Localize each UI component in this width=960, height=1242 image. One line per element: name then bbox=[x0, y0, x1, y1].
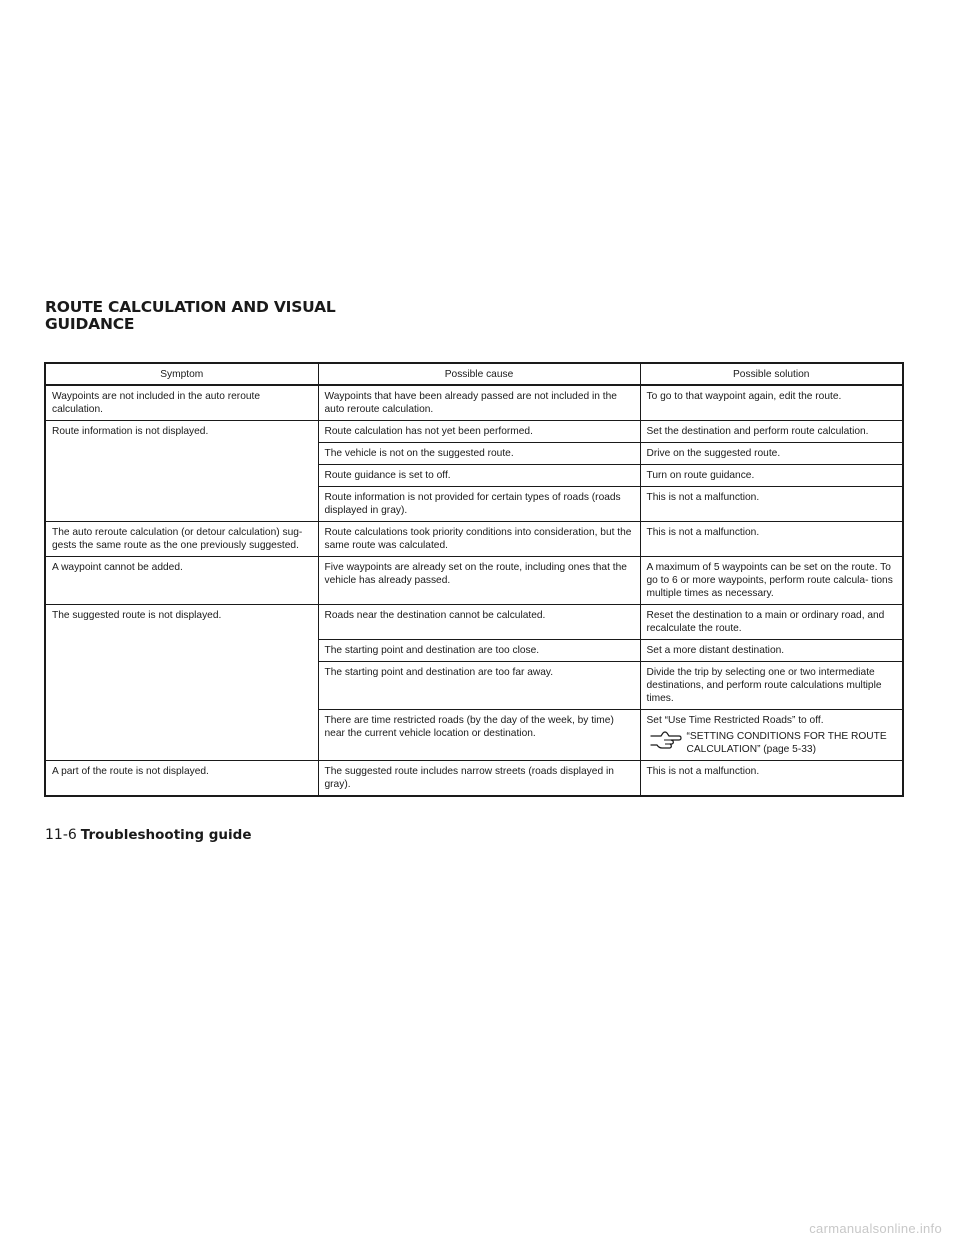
chapter-title: Troubleshooting guide bbox=[80, 827, 252, 843]
cell-symptom: The auto reroute calculation (or detour calculation) sug- gests the same route as the one previously suggested. bbox=[45, 522, 318, 557]
cell-cause: The vehicle is not on the suggested route. bbox=[318, 443, 640, 465]
cell-solution: Divide the trip by selecting one or two intermediate destinations, and perform route calculations multiple times. bbox=[640, 662, 903, 710]
cell-solution: Reset the destination to a main or ordinary road, and recalculate the route. bbox=[640, 605, 903, 640]
cell-solution: Turn on route guidance. bbox=[640, 465, 903, 487]
header-cause: Possible cause bbox=[318, 363, 640, 385]
cell-cause: The starting point and destination are too far away. bbox=[318, 662, 640, 710]
table-row bbox=[45, 640, 903, 662]
cell-solution bbox=[640, 710, 903, 761]
cell-solution: This is not a malfunction. bbox=[640, 761, 903, 797]
table-header-row bbox=[45, 363, 903, 385]
table-row bbox=[45, 487, 903, 522]
cell-cause: The starting point and destination are too close. bbox=[318, 640, 640, 662]
pointing-hand-icon bbox=[649, 730, 683, 750]
cell-solution: Set the destination and perform route calculation. bbox=[640, 421, 903, 443]
page-footer bbox=[45, 826, 251, 843]
table-row bbox=[45, 557, 903, 605]
cell-cause: There are time restricted roads (by the day of the week, by time) near the current vehicle location or destination. bbox=[318, 710, 640, 761]
cell-symptom bbox=[45, 443, 318, 465]
cell-symptom: A waypoint cannot be added. bbox=[45, 557, 318, 605]
cell-cause: Route guidance is set to off. bbox=[318, 465, 640, 487]
page-number: 11-6 bbox=[45, 827, 77, 843]
cross-reference-text: “SETTING CONDITIONS FOR THE ROUTE CALCULATION” (page 5-33) bbox=[686, 731, 887, 755]
section-title-line1: ROUTE CALCULATION AND VISUAL bbox=[45, 298, 336, 316]
cell-symptom: A part of the route is not displayed. bbox=[45, 761, 318, 797]
table-row bbox=[45, 522, 903, 557]
table-row bbox=[45, 605, 903, 640]
table-row bbox=[45, 421, 903, 443]
table-row bbox=[45, 710, 903, 761]
table-row bbox=[45, 385, 903, 421]
table-row bbox=[45, 465, 903, 487]
table-row bbox=[45, 662, 903, 710]
section-title bbox=[45, 299, 365, 333]
cell-symptom: Waypoints are not included in the auto reroute calculation. bbox=[45, 385, 318, 421]
cell-cause: The suggested route includes narrow streets (roads displayed in gray). bbox=[318, 761, 640, 797]
cell-cause: Roads near the destination cannot be calculated. bbox=[318, 605, 640, 640]
cell-solution: Drive on the suggested route. bbox=[640, 443, 903, 465]
cell-symptom: The suggested route is not displayed. bbox=[45, 605, 318, 640]
cell-symptom: Route information is not displayed. bbox=[45, 421, 318, 443]
cell-cause: Waypoints that have been already passed are not included in the auto reroute calculation. bbox=[318, 385, 640, 421]
cross-reference bbox=[647, 730, 897, 756]
cell-cause: Five waypoints are already set on the route, including ones that the vehicle has already passed. bbox=[318, 557, 640, 605]
cell-symptom bbox=[45, 465, 318, 487]
cell-solution: This is not a malfunction. bbox=[640, 522, 903, 557]
cell-solution: A maximum of 5 waypoints can be set on the route. To go to 6 or more waypoints, perform route calcula- tions multiple times as necessary. bbox=[640, 557, 903, 605]
cell-solution: To go to that waypoint again, edit the route. bbox=[640, 385, 903, 421]
cell-solution: This is not a malfunction. bbox=[640, 487, 903, 522]
cell-cause: Route calculation has not yet been performed. bbox=[318, 421, 640, 443]
troubleshooting-table-wrapper bbox=[44, 362, 902, 797]
table-row bbox=[45, 443, 903, 465]
table-row bbox=[45, 761, 903, 797]
section-title-line2: GUIDANCE bbox=[45, 315, 135, 333]
troubleshooting-table bbox=[44, 362, 904, 797]
solution-text: Set “Use Time Restricted Roads” to off. bbox=[646, 715, 824, 726]
cell-cause: Route calculations took priority conditions into consideration, but the same route was calculated. bbox=[318, 522, 640, 557]
header-solution: Possible solution bbox=[640, 363, 903, 385]
header-symptom: Symptom bbox=[45, 363, 318, 385]
cell-symptom bbox=[45, 640, 318, 662]
cell-symptom bbox=[45, 487, 318, 522]
cell-symptom bbox=[45, 662, 318, 710]
cell-cause: Route information is not provided for certain types of roads (roads displayed in gray). bbox=[318, 487, 640, 522]
cell-symptom bbox=[45, 710, 318, 761]
watermark: carmanualsonline.info bbox=[809, 1221, 942, 1236]
cell-solution: Set a more distant destination. bbox=[640, 640, 903, 662]
